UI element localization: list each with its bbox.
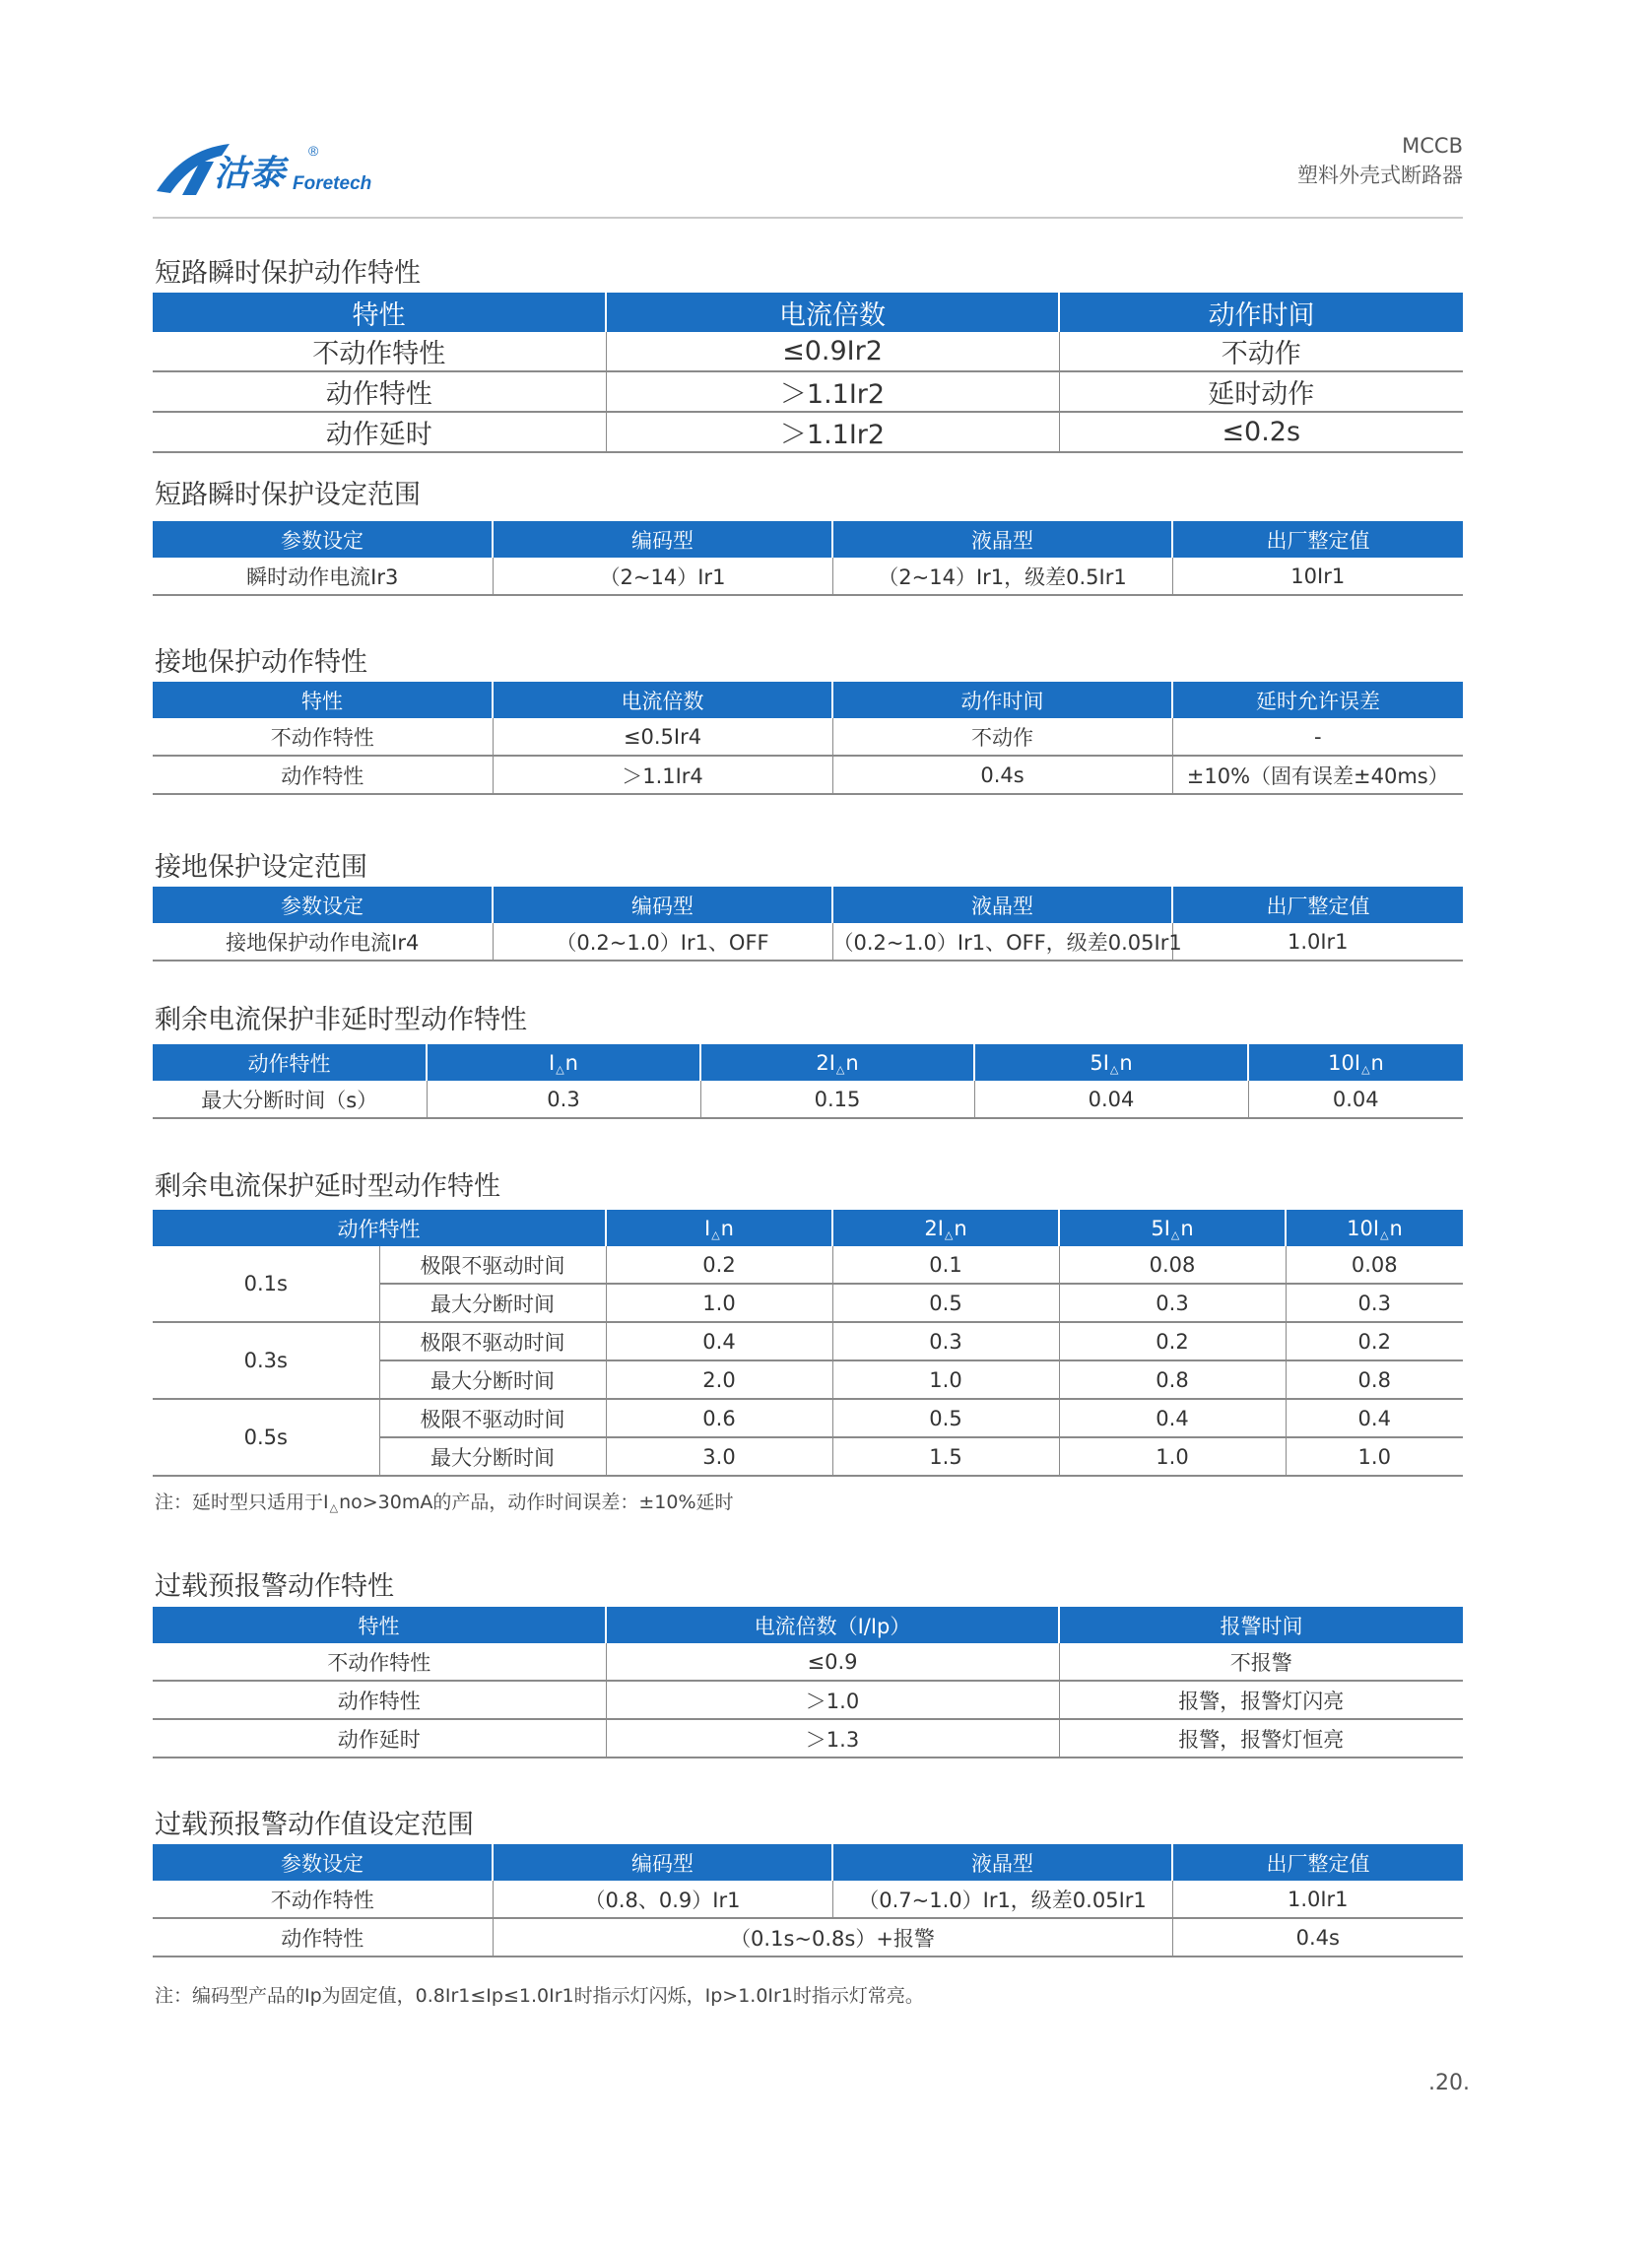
- column-header: 编码型: [493, 521, 832, 558]
- header-suffix: n: [1370, 1050, 1384, 1075]
- table-cell: （2~14）Ir1: [493, 558, 832, 595]
- table-cell: 动作特性: [153, 371, 606, 412]
- header-suffix: n: [1180, 1216, 1194, 1240]
- table-header-row: [153, 682, 1463, 718]
- logo-en-text: Foretech: [293, 173, 372, 194]
- table-cell: 不动作特性: [153, 718, 493, 756]
- table-header-row: [153, 1210, 1463, 1246]
- table-cell: 极限不驱动时间: [379, 1322, 606, 1360]
- table-cell: 0.4s: [832, 756, 1172, 794]
- delta-symbol: △: [1361, 1062, 1370, 1076]
- ground-setting-table: [153, 887, 1463, 962]
- table-cell: 0.3: [1059, 1284, 1286, 1322]
- column-header: 特性: [153, 682, 493, 718]
- column-header: 编码型: [493, 887, 832, 923]
- table-cell: 0.6: [606, 1399, 832, 1437]
- table-cell: 瞬时动作电流Ir3: [153, 558, 493, 595]
- table-row: [153, 412, 1463, 452]
- section-title: 过载预报警动作值设定范围: [155, 1810, 474, 1840]
- table-cell: 报警，报警灯恒亮: [1059, 1719, 1463, 1758]
- header-base: I: [704, 1216, 711, 1240]
- table-row: [153, 1918, 1463, 1957]
- column-header: 出厂整定值: [1172, 887, 1463, 923]
- short-circuit-setting-table: [153, 521, 1463, 596]
- table-header-row: [153, 1044, 1463, 1081]
- table-cell: 1.0Ir1: [1172, 1881, 1463, 1918]
- table-header-row: [153, 521, 1463, 558]
- delta-symbol: △: [556, 1062, 564, 1076]
- section-title: 短路瞬时保护动作特性: [155, 258, 421, 289]
- column-header: 延时允许误差: [1172, 682, 1463, 718]
- table-cell: 1.5: [832, 1437, 1059, 1476]
- column-header: 电流倍数: [493, 682, 832, 718]
- column-header: [974, 1044, 1248, 1081]
- table-cell: 0.5: [832, 1284, 1059, 1322]
- table-cell: 0.2: [1286, 1322, 1463, 1360]
- table-cell: （0.7~1.0）Ir1，级差0.05Ir1: [832, 1881, 1172, 1918]
- header-suffix: n: [1389, 1216, 1403, 1240]
- header-suffix: n: [564, 1050, 578, 1075]
- table-cell: 0.04: [1248, 1081, 1463, 1118]
- table-header-row: [153, 293, 1463, 332]
- column-header: [1059, 1210, 1286, 1246]
- table-cell: 1.0: [606, 1284, 832, 1322]
- table-cell: 2.0: [606, 1360, 832, 1399]
- delta-symbol: △: [1380, 1227, 1389, 1241]
- column-header: [1248, 1044, 1463, 1081]
- table-cell: 1.0: [832, 1360, 1059, 1399]
- alarm-note: 注：编码型产品的Ip为固定值，0.8Ir1≤Ip≤1.0Ir1时指示灯闪烁，Ip>1.0Ir1时指示灯常亮。: [155, 1985, 924, 2007]
- table-cell: ＞1.1Ir2: [606, 412, 1059, 452]
- table-row: [153, 1681, 1463, 1719]
- column-header: 电流倍数（I/Ip）: [606, 1607, 1059, 1643]
- header-suffix: n: [845, 1050, 859, 1075]
- column-header: 电流倍数: [606, 293, 1059, 332]
- column-header: 液晶型: [832, 1844, 1172, 1881]
- header-divider: [153, 217, 1463, 219]
- product-name: 塑料外壳式断路器: [1297, 164, 1463, 187]
- delta-symbol: △: [1170, 1227, 1180, 1241]
- table-row: [153, 756, 1463, 794]
- table-cell: 最大分断时间: [379, 1360, 606, 1399]
- table-cell: 极限不驱动时间: [379, 1399, 606, 1437]
- column-header: [427, 1044, 700, 1081]
- table-row: [153, 718, 1463, 756]
- logo-registered-mark: ®: [308, 143, 319, 159]
- delta-symbol: △: [711, 1227, 720, 1241]
- column-header: [606, 1210, 832, 1246]
- table-cell: 动作延时: [153, 1719, 606, 1758]
- delay-type-note: [155, 1488, 734, 1514]
- section-title: 接地保护动作特性: [155, 647, 367, 678]
- header-base: 2I: [924, 1216, 944, 1240]
- group-label: 0.1s: [153, 1246, 379, 1322]
- group-label: 0.3s: [153, 1322, 379, 1399]
- column-header: [700, 1044, 974, 1081]
- page-header: [153, 126, 1463, 217]
- table-cell: 0.8: [1059, 1360, 1286, 1399]
- table-cell: 0.3: [832, 1322, 1059, 1360]
- table-cell: ≤0.9: [606, 1643, 1059, 1681]
- table-cell: 动作特性: [153, 1681, 606, 1719]
- residual-nondelay-table: [153, 1044, 1463, 1119]
- page-number: .20.: [1428, 2071, 1470, 2095]
- overload-alarm-setting-table: [153, 1844, 1463, 1957]
- table-cell: 不动作特性: [153, 332, 606, 371]
- column-header: 报警时间: [1059, 1607, 1463, 1643]
- ground-protection-table: [153, 682, 1463, 795]
- column-header: 出厂整定值: [1172, 1844, 1463, 1881]
- table-cell: 0.2: [606, 1246, 832, 1284]
- table-cell: 0.8: [1286, 1360, 1463, 1399]
- column-header: 液晶型: [832, 521, 1172, 558]
- column-header: [1286, 1210, 1463, 1246]
- table-row: [153, 558, 1463, 595]
- table-cell: 1.0: [1286, 1437, 1463, 1476]
- column-header: 动作特性: [153, 1044, 427, 1081]
- table-cell: 0.4: [606, 1322, 832, 1360]
- table-cell: 报警，报警灯闪亮: [1059, 1681, 1463, 1719]
- table-cell: ≤0.5Ir4: [493, 718, 832, 756]
- table-cell: 极限不驱动时间: [379, 1246, 606, 1284]
- table-cell: 0.08: [1286, 1246, 1463, 1284]
- table-cell: 0.4s: [1172, 1918, 1463, 1957]
- table-cell: 0.1: [832, 1246, 1059, 1284]
- header-base: 10I: [1328, 1050, 1361, 1075]
- section-title: 接地保护设定范围: [155, 852, 367, 883]
- table-row: [153, 1399, 1463, 1437]
- table-cell: ≤0.9Ir2: [606, 332, 1059, 371]
- table-row: [153, 1881, 1463, 1918]
- table-cell: 1.0Ir1: [1172, 923, 1463, 961]
- header-base: 10I: [1347, 1216, 1380, 1240]
- column-header: 编码型: [493, 1844, 832, 1881]
- table-cell: （0.8、0.9）Ir1: [493, 1881, 832, 1918]
- column-header: 动作时间: [832, 682, 1172, 718]
- table-cell: 动作特性: [153, 756, 493, 794]
- section-title: 过载预报警动作特性: [155, 1571, 394, 1602]
- table-header-row: [153, 887, 1463, 923]
- column-header: 参数设定: [153, 887, 493, 923]
- table-cell: -: [1172, 718, 1463, 756]
- header-suffix: n: [954, 1216, 967, 1240]
- table-cell: ＞1.1Ir4: [493, 756, 832, 794]
- table-cell: ＞1.0: [606, 1681, 1059, 1719]
- column-header: 出厂整定值: [1172, 521, 1463, 558]
- section-title: 短路瞬时保护设定范围: [155, 480, 421, 510]
- column-header: 特性: [153, 293, 606, 332]
- short-circuit-instant-table: [153, 293, 1463, 453]
- section-title: 剩余电流保护延时型动作特性: [155, 1171, 500, 1202]
- table-cell: 0.4: [1059, 1399, 1286, 1437]
- table-cell: 3.0: [606, 1437, 832, 1476]
- table-header-row: [153, 1607, 1463, 1643]
- column-header: 动作时间: [1059, 293, 1463, 332]
- table-cell: ＞1.3: [606, 1719, 1059, 1758]
- overload-alarm-table: [153, 1607, 1463, 1758]
- column-header: 参数设定: [153, 1844, 493, 1881]
- table-row: [153, 1719, 1463, 1758]
- residual-delay-table: [153, 1210, 1463, 1477]
- column-header: 动作特性: [153, 1210, 606, 1246]
- header-base: 5I: [1151, 1216, 1170, 1240]
- table-cell: 不动作特性: [153, 1643, 606, 1681]
- table-cell: 接地保护动作电流Ir4: [153, 923, 493, 961]
- table-cell: （2~14）Ir1，级差0.5Ir1: [832, 558, 1172, 595]
- table-cell: 1.0: [1059, 1437, 1286, 1476]
- table-cell: 最大分断时间: [379, 1284, 606, 1322]
- table-row: [153, 1643, 1463, 1681]
- note-text: no>30mA的产品，动作时间误差：±10%延时: [339, 1492, 734, 1513]
- table-cell: 不动作: [832, 718, 1172, 756]
- table-cell: ≤0.2s: [1059, 412, 1463, 452]
- table-cell: 延时动作: [1059, 371, 1463, 412]
- product-label: [1297, 131, 1463, 190]
- table-cell: 动作特性: [153, 1918, 493, 1957]
- column-header: 液晶型: [832, 887, 1172, 923]
- delta-symbol: △: [835, 1062, 845, 1076]
- header-suffix: n: [720, 1216, 734, 1240]
- table-cell: 动作延时: [153, 412, 606, 452]
- table-cell: 0.5: [832, 1399, 1059, 1437]
- header-base: I: [549, 1050, 556, 1075]
- table-cell: 最大分断时间（s）: [153, 1081, 427, 1118]
- column-header: 特性: [153, 1607, 606, 1643]
- table-cell: 不报警: [1059, 1643, 1463, 1681]
- table-cell: 最大分断时间: [379, 1437, 606, 1476]
- table-row: [153, 371, 1463, 412]
- table-row: [153, 1246, 1463, 1284]
- table-cell: ＞1.1Ir2: [606, 371, 1059, 412]
- table-cell: （0.1s~0.8s）+报警: [493, 1918, 1172, 1957]
- column-header: 参数设定: [153, 521, 493, 558]
- table-row: [153, 332, 1463, 371]
- table-cell: 0.4: [1286, 1399, 1463, 1437]
- delta-symbol: △: [329, 1501, 339, 1514]
- header-base: 2I: [816, 1050, 835, 1075]
- product-code: MCCB: [1402, 134, 1463, 158]
- section-title: 剩余电流保护非延时型动作特性: [155, 1005, 527, 1035]
- group-label: 0.5s: [153, 1399, 379, 1476]
- table-row: [153, 1322, 1463, 1360]
- logo-cn-text: 沽泰: [214, 153, 286, 193]
- delta-symbol: △: [1109, 1062, 1119, 1076]
- table-cell: 0.2: [1059, 1322, 1286, 1360]
- note-text: 注：延时型只适用于I: [155, 1492, 329, 1513]
- foretech-logo: [153, 134, 389, 203]
- table-cell: 0.08: [1059, 1246, 1286, 1284]
- table-cell: 不动作特性: [153, 1881, 493, 1918]
- table-row: [153, 1081, 1463, 1118]
- table-cell: （0.2~1.0）Ir1、OFF: [493, 923, 832, 961]
- delta-symbol: △: [944, 1227, 954, 1241]
- table-cell: （0.2~1.0）Ir1、OFF，级差0.05Ir1: [832, 923, 1172, 961]
- header-base: 5I: [1090, 1050, 1109, 1075]
- table-cell: 0.04: [974, 1081, 1248, 1118]
- table-cell: 0.15: [700, 1081, 974, 1118]
- table-cell: 0.3: [427, 1081, 700, 1118]
- table-header-row: [153, 1844, 1463, 1881]
- header-suffix: n: [1119, 1050, 1133, 1075]
- table-cell: 不动作: [1059, 332, 1463, 371]
- table-cell: ±10%（固有误差±40ms）: [1172, 756, 1463, 794]
- table-cell: 10Ir1: [1172, 558, 1463, 595]
- column-header: [832, 1210, 1059, 1246]
- table-cell: 0.3: [1286, 1284, 1463, 1322]
- table-row: [153, 923, 1463, 961]
